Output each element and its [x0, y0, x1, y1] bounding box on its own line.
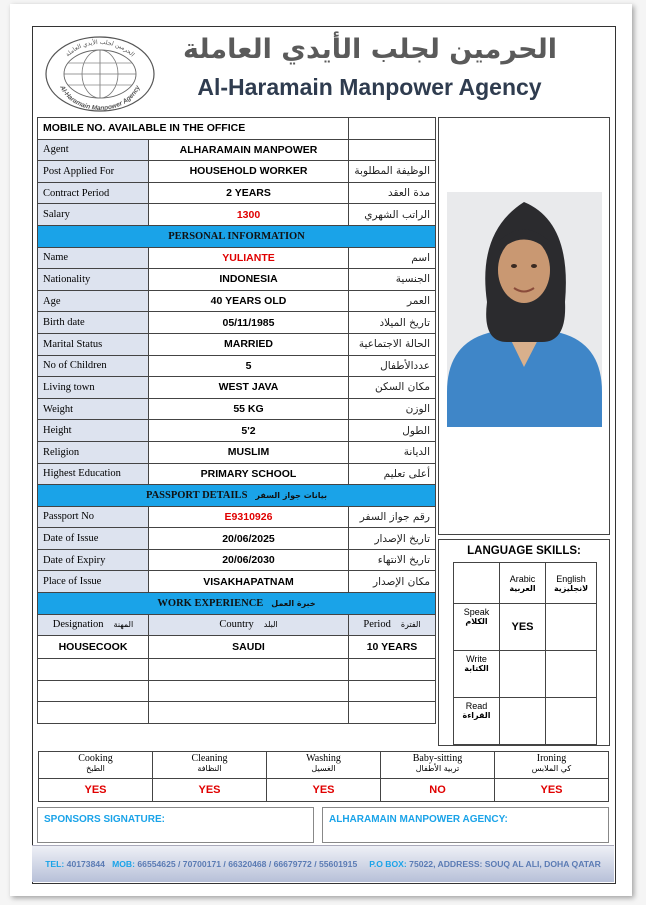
skill-header: Ironing كي الملابس — [495, 752, 609, 779]
skill-header: Washing الغسيل — [267, 752, 381, 779]
field-label-arabic: تاريخ الانتهاء — [349, 549, 436, 571]
work-column-header: Country البلد — [149, 614, 349, 636]
field-value: 05/11/1985 — [149, 312, 349, 334]
field-value: E9310926 — [149, 506, 349, 528]
field-label-arabic: تاريخ الميلاد — [349, 312, 436, 334]
field-label-arabic: الديانة — [349, 441, 436, 463]
field-label: Date of Issue — [38, 528, 149, 550]
household-skills-table — [38, 751, 609, 802]
work-row — [38, 636, 436, 659]
info-row — [38, 549, 436, 571]
field-value: INDONESIA — [149, 269, 349, 291]
field-label: Religion — [38, 441, 149, 463]
field-label-arabic: أعلى تعليم — [349, 463, 436, 485]
info-row — [38, 528, 436, 550]
field-label: Age — [38, 290, 149, 312]
field-label: Agent — [38, 139, 149, 161]
field-label: Highest Education — [38, 463, 149, 485]
field-value: YULIANTE — [149, 247, 349, 269]
info-row — [38, 441, 436, 463]
english-level — [546, 698, 597, 745]
skill-header: Cooking الطبخ — [39, 752, 153, 779]
language-skills-title: LANGUAGE SKILLS: — [467, 545, 581, 557]
field-value: 40 YEARS OLD — [149, 290, 349, 312]
work-column-header: Period الفترة — [349, 614, 436, 636]
agency-title-english: Al-Haramain Manpower Agency — [197, 74, 542, 100]
field-label-arabic: الجنسية — [349, 269, 436, 291]
language-columns-row — [454, 563, 597, 604]
footer-tel: 40173844 — [66, 859, 105, 869]
info-row — [38, 182, 436, 204]
field-label: Height — [38, 420, 149, 442]
contact-footer — [32, 845, 614, 882]
info-row — [38, 377, 436, 399]
info-row — [38, 269, 436, 291]
skill-value: YES — [267, 779, 381, 802]
info-row — [38, 333, 436, 355]
language-row-label: Speak الكلام — [454, 604, 500, 651]
language-skills-table — [453, 562, 597, 745]
work-country: SAUDI — [149, 636, 349, 659]
field-value: 1300 — [149, 204, 349, 226]
field-label-arabic: الوظيفة المطلوبة — [349, 161, 436, 183]
field-value: 5 — [149, 355, 349, 377]
field-label: No of Children — [38, 355, 149, 377]
field-value: 2 YEARS — [149, 182, 349, 204]
field-label: Passport No — [38, 506, 149, 528]
agency-signature-label: ALHARAMAIN MANPOWER AGENCY: — [329, 814, 508, 825]
info-row — [38, 571, 436, 593]
field-label: Birth date — [38, 312, 149, 334]
mobile-note-row — [38, 118, 436, 140]
skills-value-row — [39, 779, 609, 802]
info-row — [38, 139, 436, 161]
work-column-header: Designation المهنة — [38, 614, 149, 636]
skill-value: YES — [39, 779, 153, 802]
agency-logo — [44, 36, 156, 112]
passport-details-header — [38, 485, 436, 507]
language-row — [454, 604, 597, 651]
field-label-arabic: الوزن — [349, 398, 436, 420]
sponsor-signature-box — [37, 807, 314, 843]
field-label-arabic: اسم — [349, 247, 436, 269]
applicant-photo — [447, 192, 602, 427]
field-value: MUSLIM — [149, 441, 349, 463]
field-label: Date of Expiry — [38, 549, 149, 571]
language-column-header: English لانجليزية — [546, 563, 597, 604]
skill-value: YES — [153, 779, 267, 802]
skill-value: NO — [381, 779, 495, 802]
field-label: Living town — [38, 377, 149, 399]
field-value: HOUSEHOLD WORKER — [149, 161, 349, 183]
field-label-arabic: الراتب الشهري — [349, 204, 436, 226]
field-label-arabic: الطول — [349, 420, 436, 442]
work-experience-header — [38, 593, 436, 615]
field-value: PRIMARY SCHOOL — [149, 463, 349, 485]
field-label-arabic: رقم جواز السفر — [349, 506, 436, 528]
photo-frame — [438, 117, 610, 535]
language-row — [454, 698, 597, 745]
language-row-label: Read القراءة — [454, 698, 500, 745]
field-label-arabic: مدة العقد — [349, 182, 436, 204]
english-level — [546, 604, 597, 651]
field-label: Post Applied For — [38, 161, 149, 183]
arabic-level — [500, 698, 546, 745]
field-value: WEST JAVA — [149, 377, 349, 399]
info-row — [38, 463, 436, 485]
field-label: Place of Issue — [38, 571, 149, 593]
svg-text:الحرمين لجلب الأيدي العاملة: الحرمين لجلب الأيدي العاملة — [64, 38, 136, 59]
work-row-empty — [38, 680, 436, 702]
info-row — [38, 312, 436, 334]
language-row-label: Write الكتابة — [454, 651, 500, 698]
info-row — [38, 204, 436, 226]
passport-details-header-title: PASSPORT DETAILS — [145, 489, 248, 501]
work-designation: HOUSECOOK — [38, 636, 149, 659]
field-label: Weight — [38, 398, 149, 420]
personal-info-header-title: PERSONAL INFORMATION — [168, 230, 305, 242]
field-value: 55 KG — [149, 398, 349, 420]
work-row-empty — [38, 702, 436, 724]
skill-value: YES — [495, 779, 609, 802]
field-label: Nationality — [38, 269, 149, 291]
contact-line: TEL: 40173844 MOB: 66554625 / 70700171 / 66320468 / 66679772 / 55601915 P.O BOX: 75022, ADDRESS: SOUQ AL ALI, DOHA QATAR — [45, 859, 601, 869]
agency-signature-box — [322, 807, 609, 843]
info-row — [38, 161, 436, 183]
language-column-header: Arabic العربية — [500, 563, 546, 604]
field-label-arabic: العمر — [349, 290, 436, 312]
info-row — [38, 398, 436, 420]
info-row — [38, 247, 436, 269]
applicant-info-table — [37, 117, 436, 724]
arabic-level: YES — [500, 604, 546, 651]
arabic-level — [500, 651, 546, 698]
field-label-arabic: الحالة الاجتماعية — [349, 333, 436, 355]
agency-title-arabic: الحرمين لجلب الأيدي العاملة — [183, 34, 557, 65]
info-row — [38, 355, 436, 377]
field-label: Marital Status — [38, 333, 149, 355]
language-row — [454, 651, 597, 698]
field-value: 5'2 — [149, 420, 349, 442]
field-label-arabic: مكان السكن — [349, 377, 436, 399]
field-value: 20/06/2025 — [149, 528, 349, 550]
field-label: Contract Period — [38, 182, 149, 204]
info-row — [38, 290, 436, 312]
passport-details-header-title-arabic: بيانات جواز السفر — [255, 490, 328, 500]
field-label-arabic: تاريخ الإصدار — [349, 528, 436, 550]
footer-address: 75022, ADDRESS: SOUQ AL ALI, DOHA QATAR — [409, 859, 601, 869]
field-label: Salary — [38, 204, 149, 226]
skill-header: Cleaning النظافة — [153, 752, 267, 779]
field-label-arabic: مكان الإصدار — [349, 571, 436, 593]
svg-text:Al-Haramain Manpower Agency: Al-Haramain Manpower Agency — [58, 84, 142, 112]
work-experience-header-title-arabic: خبرة العمل — [271, 598, 316, 608]
skills-header-row — [39, 752, 609, 779]
field-value: VISAKHAPATNAM — [149, 571, 349, 593]
english-level — [546, 651, 597, 698]
info-row — [38, 506, 436, 528]
work-experience-header-title: WORK EXPERIENCE — [157, 597, 264, 609]
info-row — [38, 420, 436, 442]
work-period: 10 YEARS — [349, 636, 436, 659]
footer-mob: 66554625 / 70700171 / 66320468 / 66679772 / 55601915 — [137, 859, 358, 869]
sponsor-signature-label: SPONSORS SIGNATURE: — [44, 814, 165, 825]
field-value: 20/06/2030 — [149, 549, 349, 571]
personal-info-header — [38, 225, 436, 247]
field-value: MARRIED — [149, 333, 349, 355]
mobile-note: MOBILE NO. AVAILABLE IN THE OFFICE — [38, 118, 349, 140]
language-skills-box — [438, 539, 610, 746]
field-value: ALHARAMAIN MANPOWER — [149, 139, 349, 161]
field-label-arabic — [349, 139, 436, 161]
work-columns-row — [38, 614, 436, 636]
field-label: Name — [38, 247, 149, 269]
field-label-arabic: عددالأطفال — [349, 355, 436, 377]
skill-header: Baby-sitting تربية الأطفال — [381, 752, 495, 779]
work-row-empty — [38, 659, 436, 681]
